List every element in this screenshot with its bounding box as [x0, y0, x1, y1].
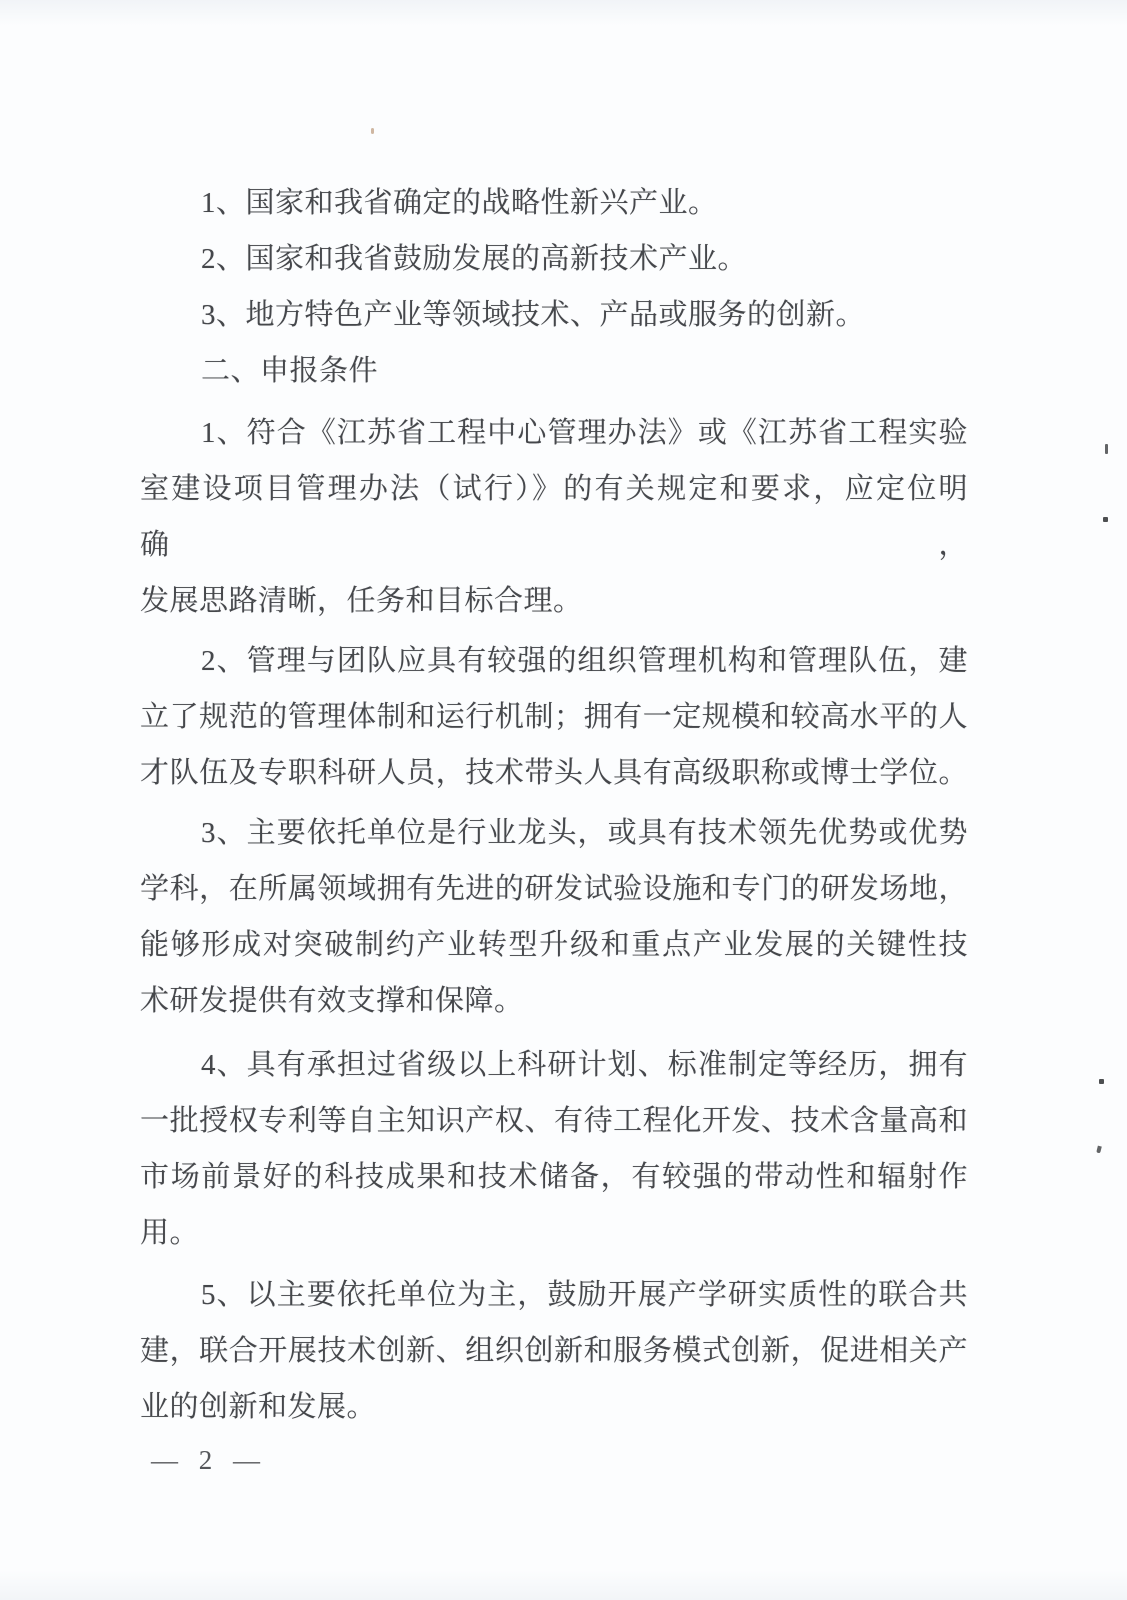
list-item-1: [140, 175, 968, 231]
scan-speck-comma: [1096, 1146, 1102, 1154]
document-line: 2、管理与团队应具有较强的组织管理机构和管理队伍，建: [201, 645, 968, 677]
scan-speck-dot-1: [1103, 517, 1108, 522]
condition-item-2: [140, 633, 968, 801]
scan-speck-tick: [1105, 444, 1108, 454]
document-line: 用。: [140, 1217, 200, 1249]
condition-item-5: [140, 1267, 968, 1435]
document-line: 术研发提供有效支撑和保障。: [140, 985, 524, 1017]
document-line: 市场前景好的科技成果和技术储备，有较强的带动性和辐射作: [140, 1161, 968, 1193]
condition-item-1: [140, 405, 968, 629]
document-body: [140, 175, 968, 1435]
list-item-2: [140, 231, 968, 287]
document-line: 立了规范的管理体制和运行机制；拥有一定规模和较高水平的人: [140, 701, 968, 733]
document-line: 才队伍及专职科研人员，技术带头人具有高级职称或博士学位。: [140, 757, 968, 789]
document-line: 学科，在所属领域拥有先进的研发试验设施和专门的研发场地，: [140, 873, 968, 905]
section-heading: [140, 343, 968, 399]
condition-item-3: [140, 805, 968, 1029]
condition-item-4: [140, 1037, 968, 1261]
document-line: 4、具有承担过省级以上科研计划、标准制定等经历，拥有: [201, 1049, 968, 1081]
scan-speck-dot-2: [1099, 1079, 1104, 1084]
document-line: 能够形成对突破制约产业转型升级和重点产业发展的关键性技: [140, 929, 968, 961]
document-line: 一批授权专利等自主知识产权、有待工程化开发、技术含量高和: [140, 1105, 968, 1137]
document-line: 业的创新和发展。: [140, 1391, 377, 1423]
document-line: 5、以主要依托单位为主，鼓励开展产学研实质性的联合共: [201, 1279, 968, 1311]
list-item-3: [140, 287, 968, 343]
document-line: 1、符合《江苏省工程中心管理办法》或《江苏省工程实验: [201, 417, 968, 449]
document-line: 3、地方特色产业等领域技术、产品或服务的创新。: [201, 299, 866, 331]
document-line: 2、国家和我省鼓励发展的高新技术产业。: [201, 243, 748, 275]
page-number: — 2 —: [151, 1445, 267, 1475]
document-line: 3、主要依托单位是行业龙头，或具有技术领先优势或优势: [201, 817, 968, 849]
document-line: 室建设项目管理办法（试行）》的有关规定和要求，应定位明确，: [140, 473, 968, 561]
document-line: 建，联合开展技术创新、组织创新和服务模式创新，促进相关产: [140, 1335, 968, 1367]
document-line: 1、国家和我省确定的战略性新兴产业。: [201, 187, 718, 219]
section-heading-text: 二、申报条件: [201, 355, 379, 387]
document-line: 发展思路清晰，任务和目标合理。: [140, 585, 583, 617]
scan-speck-dust: [371, 128, 374, 134]
